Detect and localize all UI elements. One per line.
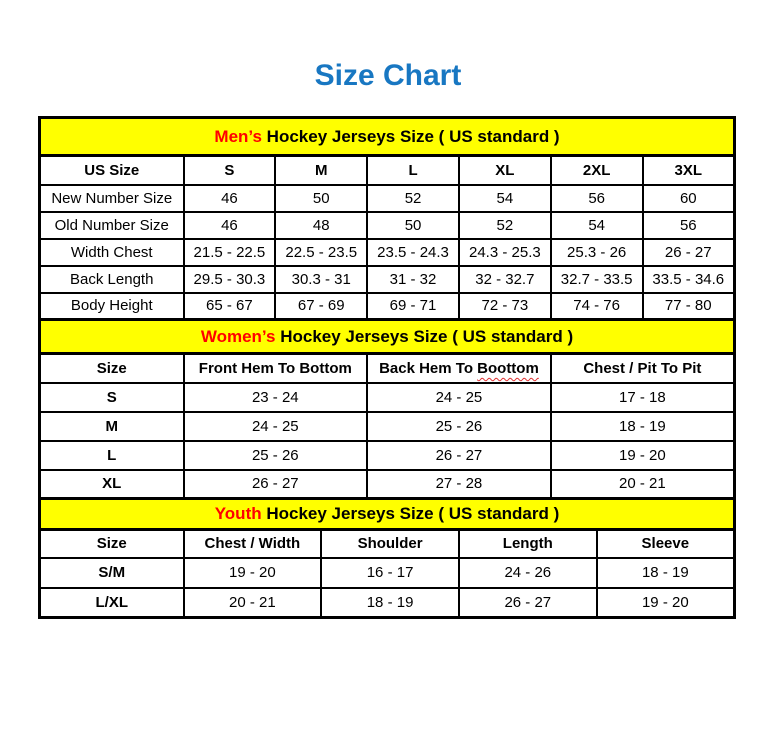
table-cell: 31 - 32 — [367, 266, 459, 293]
section-title-highlight: Women’s — [200, 326, 276, 346]
table-row — [40, 530, 735, 558]
table-cell: 50 — [367, 212, 459, 239]
table-cell: 25.3 - 26 — [551, 239, 643, 266]
table-row — [40, 588, 735, 618]
table-cell: 23 - 24 — [184, 383, 368, 412]
column-header: Front Hem To Bottom — [184, 354, 368, 383]
table-cell: 32 - 32.7 — [459, 266, 551, 293]
table-cell: 32.7 - 33.5 — [551, 266, 643, 293]
table-row — [40, 266, 735, 293]
row-label: Old Number Size — [40, 212, 184, 239]
table-cell: 52 — [367, 185, 459, 212]
row-label: Width Chest — [40, 239, 184, 266]
column-header-text: Back Hem To — [379, 359, 478, 377]
misspelled-word: Boottom — [477, 359, 539, 377]
row-label: L — [40, 441, 184, 470]
column-header: Size — [40, 530, 184, 558]
table-row — [40, 441, 735, 470]
table-cell: 30.3 - 31 — [275, 266, 367, 293]
section-title-highlight: Men’s — [214, 126, 262, 146]
table-cell: 26 - 27 — [367, 441, 551, 470]
section-womens — [40, 320, 735, 499]
column-header: 2XL — [551, 156, 643, 185]
table-cell: 19 - 20 — [184, 558, 322, 588]
table-cell: 21.5 - 22.5 — [184, 239, 276, 266]
table-cell: 72 - 73 — [459, 293, 551, 320]
table-cell: 65 - 67 — [184, 293, 276, 320]
page-title: Size Chart — [314, 59, 462, 92]
table-row — [40, 470, 735, 499]
column-header: 3XL — [643, 156, 735, 185]
row-label: S/M — [40, 558, 184, 588]
column-header: Size — [40, 354, 184, 383]
section-title-rest: Hockey Jerseys Size ( US standard ) — [261, 504, 560, 523]
table-cell: 18 - 19 — [321, 588, 459, 618]
table-cell: 26 - 27 — [184, 470, 368, 499]
table-cell: 26 - 27 — [459, 588, 597, 618]
table-cell: 16 - 17 — [321, 558, 459, 588]
section-title-rest: Hockey Jerseys Size ( US standard ) — [275, 326, 574, 346]
table-cell: 17 - 18 — [551, 383, 735, 412]
table-row — [40, 293, 735, 320]
table-cell: 46 — [184, 212, 276, 239]
table-cell: 54 — [459, 185, 551, 212]
table-row — [40, 212, 735, 239]
table-cell: 24.3 - 25.3 — [459, 239, 551, 266]
table-row — [40, 185, 735, 212]
table-cell: 29.5 - 30.3 — [184, 266, 276, 293]
column-header: Shoulder — [321, 530, 459, 558]
column-header: US Size — [40, 156, 184, 185]
table-cell: 69 - 71 — [367, 293, 459, 320]
section-title-rest: Hockey Jerseys Size ( US standard ) — [261, 126, 560, 146]
table-cell: 56 — [643, 212, 735, 239]
table-row — [40, 499, 735, 530]
table-row — [40, 320, 735, 354]
column-header: Chest / Pit To Pit — [551, 354, 735, 383]
row-label: S — [40, 383, 184, 412]
table-cell: 22.5 - 23.5 — [275, 239, 367, 266]
section-title-youth — [40, 499, 735, 530]
table-cell: 26 - 27 — [643, 239, 735, 266]
column-header: S — [184, 156, 276, 185]
table-cell: 67 - 69 — [275, 293, 367, 320]
table-cell: 54 — [551, 212, 643, 239]
row-label: L/XL — [40, 588, 184, 618]
table-row — [40, 156, 735, 185]
table-cell: 74 - 76 — [551, 293, 643, 320]
row-label: XL — [40, 470, 184, 499]
table-cell: 24 - 26 — [459, 558, 597, 588]
size-chart-table — [38, 116, 736, 619]
column-header: L — [367, 156, 459, 185]
table-cell: 27 - 28 — [367, 470, 551, 499]
table-cell: 50 — [275, 185, 367, 212]
table-cell: 48 — [275, 212, 367, 239]
table-row — [40, 412, 735, 441]
section-title-highlight: Youth — [214, 504, 262, 523]
column-header — [367, 354, 551, 383]
table-cell: 52 — [459, 212, 551, 239]
table-cell: 19 - 20 — [597, 588, 735, 618]
section-youth — [40, 499, 735, 618]
section-mens — [40, 118, 735, 320]
table-cell: 18 - 19 — [597, 558, 735, 588]
row-label: Body Height — [40, 293, 184, 320]
column-header: Length — [459, 530, 597, 558]
table-cell: 24 - 25 — [367, 383, 551, 412]
table-cell: 60 — [643, 185, 735, 212]
column-header: XL — [459, 156, 551, 185]
table-cell: 25 - 26 — [184, 441, 368, 470]
table-cell: 19 - 20 — [551, 441, 735, 470]
table-row — [40, 383, 735, 412]
section-title-womens — [40, 320, 735, 354]
column-header: M — [275, 156, 367, 185]
table-row — [40, 558, 735, 588]
column-header: Chest / Width — [184, 530, 322, 558]
table-cell: 20 - 21 — [184, 588, 322, 618]
table-cell: 23.5 - 24.3 — [367, 239, 459, 266]
table-cell: 20 - 21 — [551, 470, 735, 499]
section-title-mens — [40, 118, 735, 156]
row-label: Back Length — [40, 266, 184, 293]
row-label: New Number Size — [40, 185, 184, 212]
table-row — [40, 239, 735, 266]
table-cell: 56 — [551, 185, 643, 212]
table-cell: 24 - 25 — [184, 412, 368, 441]
row-label: M — [40, 412, 184, 441]
table-row — [40, 118, 735, 156]
column-header: Sleeve — [597, 530, 735, 558]
table-cell: 46 — [184, 185, 276, 212]
table-cell: 18 - 19 — [551, 412, 735, 441]
table-cell: 33.5 - 34.6 — [643, 266, 735, 293]
table-cell: 25 - 26 — [367, 412, 551, 441]
table-row — [40, 354, 735, 383]
table-cell: 77 - 80 — [643, 293, 735, 320]
